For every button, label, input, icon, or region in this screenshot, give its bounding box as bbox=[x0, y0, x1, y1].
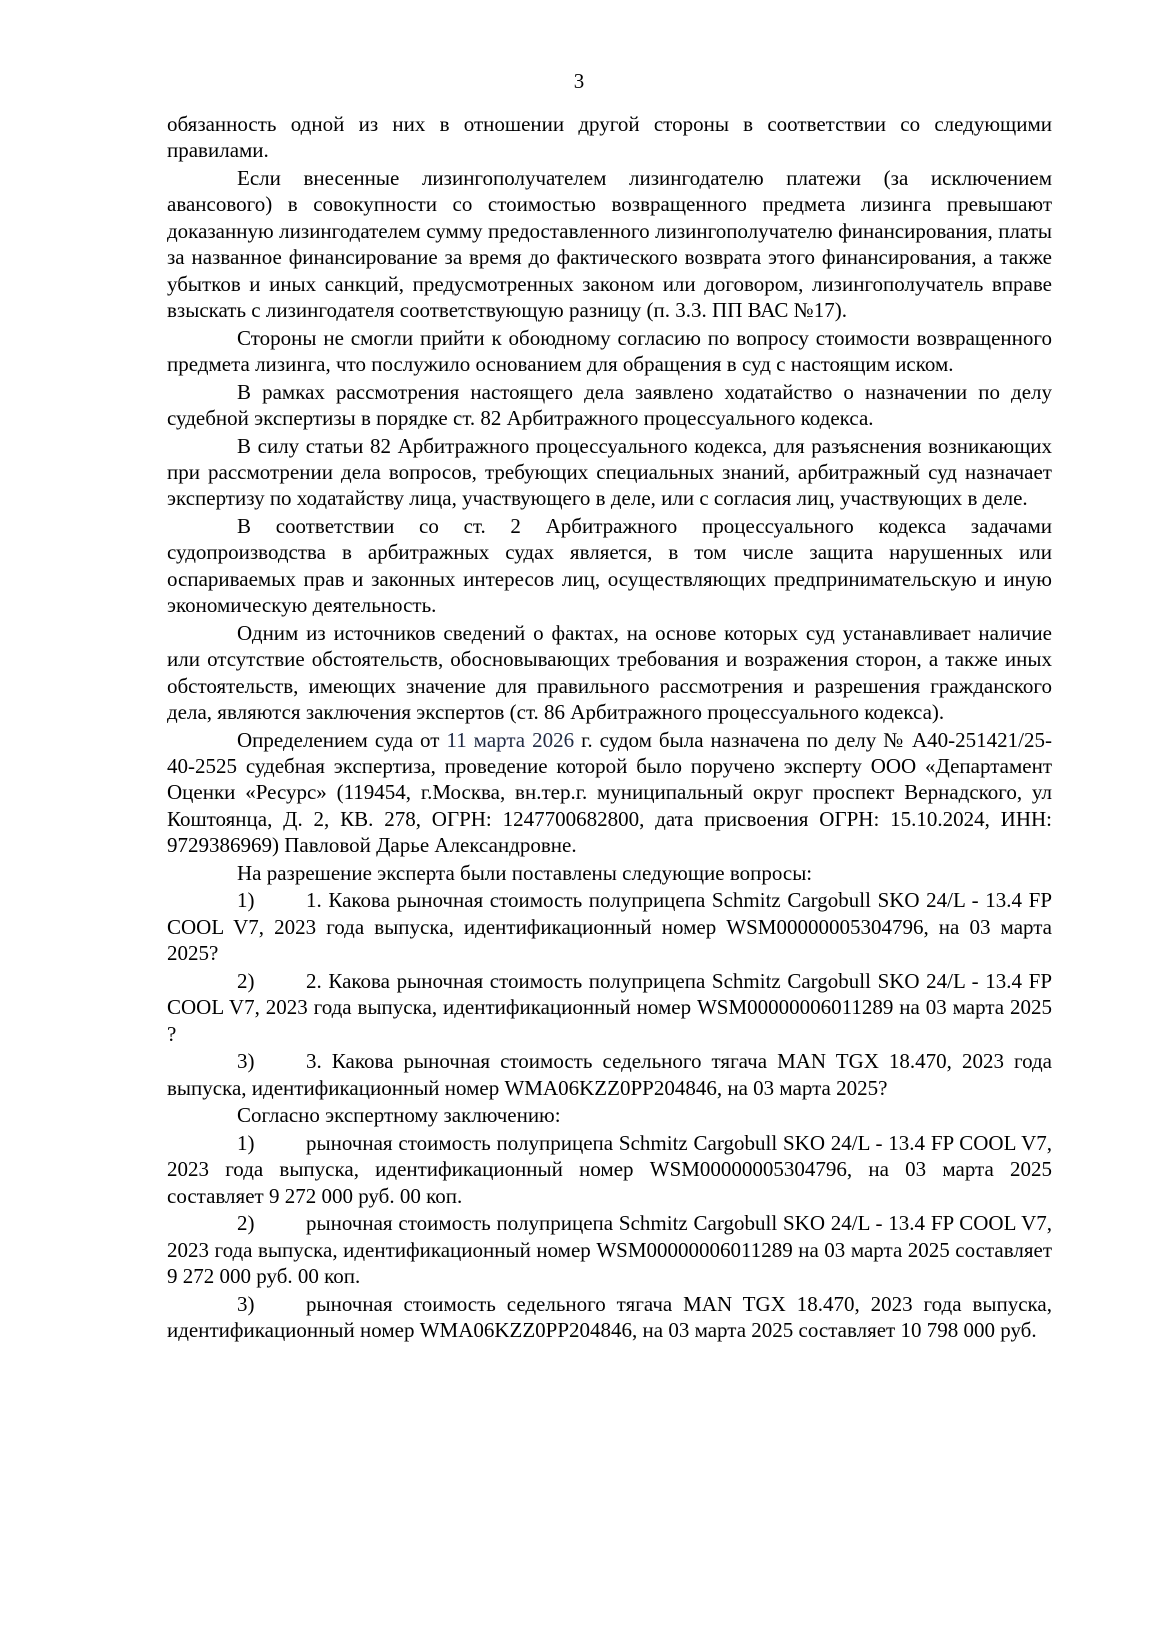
paragraph-leasing-payments: Если внесенные лизингополучателем лизингодателю платежи (за исключением авансового) в совокупности со стоимостью возвращенного предмета лизинга превышают доказанную лизингодателем сумму предоставленного лизингополучателю финансирования, платы за названное финансирование за время до фактического возврата этого финансирования, а также убытков и иных санкций, предусмотренных законом или договором, лизингополучатель вправе взыскать с лизингодателя соответствующую разницу (п. 3.3. ПП ВАС №17). bbox=[167, 166, 1052, 323]
paragraph-expertise-motion: В рамках рассмотрения настоящего дела заявлено ходатайство о назначении по делу судебной экспертизы в порядке ст. 82 Арбитражного процессуального кодекса. bbox=[167, 379, 1052, 431]
conclusion-item bbox=[167, 1291, 1052, 1344]
page-number: 3 bbox=[573, 69, 585, 93]
conclusion-text: рыночная стоимость полуприцепа Schmitz Cargobull SKO 24/L - 13.4 FP COOL V7, 2023 года выпуска, идентификационный номер WSM00000005304796, на 03 марта 2025 составляет 9 272 000 руб. 00 коп. bbox=[167, 1130, 1052, 1208]
question-number: 1) bbox=[237, 888, 255, 913]
question-text: 3. Какова рыночная стоимость седельного тягача MAN TGX 18.470, 2023 года выпуска, идентификационный номер WMA06KZZ0PP204846, на 03 марта 2025? bbox=[167, 1049, 1052, 1100]
paragraph-questions-intro: На разрешение эксперта были поставлены следующие вопросы: bbox=[237, 860, 813, 885]
question-text: 2. Какова рыночная стоимость полуприцепа Schmitz Cargobull SKO 24/L - 13.4 FP COOL V7, 2023 года выпуска, идентификационный номер WSM00000006011289 на 03 марта 2025 ? bbox=[167, 968, 1052, 1046]
conclusion-number: 1) bbox=[237, 1130, 255, 1155]
paragraph-conclusion-intro: Согласно экспертному заключению: bbox=[237, 1103, 561, 1128]
question-number: 3) bbox=[237, 1049, 255, 1074]
question-item bbox=[167, 968, 1052, 1047]
paragraph-article-2: В соответствии со ст. 2 Арбитражного процессуального кодекса задачами судопроизводства в арбитражных судах является, в том числе защита нарушенных или оспариваемых прав и законных интересов лиц, осуществляющих предпринимательскую и иную экономическую деятельность. bbox=[167, 514, 1052, 618]
paragraph-article-86: Одним из источников сведений о фактах, на основе которых суд устанавливает наличие или отсутствие обстоятельств, обосновывающих требования и возражения сторон, а также иных обстоятельств, имеющих значение для правильного рассмотрения и разрешения гражданского дела, являются заключения экспертов (ст. 86 Арбитражного процессуального кодекса). bbox=[167, 620, 1052, 725]
question-item bbox=[167, 887, 1052, 966]
paragraph-continuation: обязанность одной из них в отношении другой стороны в соответствии со следующими правилами. bbox=[167, 112, 1052, 163]
conclusion-text: рыночная стоимость полуприцепа Schmitz Cargobull SKO 24/L - 13.4 FP COOL V7, 2023 года выпуска, идентификационный номер WSM00000006011289 на 03 марта 2025 составляет 9 272 000 руб. 00 коп. bbox=[167, 1211, 1052, 1289]
paragraph-article-82: В силу статьи 82 Арбитражного процессуального кодекса, для разъяснения возникающих при рассмотрении дела вопросов, требующих специальных знаний, арбитражный суд назначает экспертизу по ходатайству лица, участвующего в деле, или с согласия лиц, участвующих в деле. bbox=[167, 433, 1052, 511]
paragraph-no-agreement: Стороны не смогли прийти к обоюдному согласию по вопросу стоимости возвращенного предмета лизинга, что послужило основанием для обращения в суд с настоящим иском. bbox=[167, 325, 1052, 377]
court-ruling-prefix: Определением суда от bbox=[237, 727, 447, 752]
conclusion-item bbox=[167, 1210, 1052, 1289]
conclusion-number: 3) bbox=[237, 1291, 255, 1316]
court-ruling-text: г. судом была назначена по делу № А40-251421/25-40-2525 судебная экспертиза, проведение которой было поручено эксперту ООО «Департамент Оценки «Ресурс» (119454, г.Москва, вн.тер.г. муниципальный округ проспект Вернадского, ул Коштоянца, Д. 2, КВ. 278, ОГРН: 1247700682800, дата присвоения ОГРН: 15.10.2024, ИНН: 9729386969) Павловой Дарье Александровне. bbox=[167, 727, 1053, 858]
conclusion-item bbox=[167, 1130, 1052, 1209]
document-body bbox=[167, 111, 1052, 1345]
question-text: 1. Какова рыночная стоимость полуприцепа Schmitz Cargobull SKO 24/L - 13.4 FP COOL V7, 2023 года выпуска, идентификационный номер WSM00000005304796, на 03 марта 2025? bbox=[167, 888, 1052, 966]
conclusion-number: 2) bbox=[237, 1211, 255, 1236]
question-item bbox=[167, 1048, 1052, 1101]
paragraph-court-ruling bbox=[167, 727, 1052, 859]
question-number: 2) bbox=[237, 968, 255, 993]
court-ruling-date: 11 марта 2026 bbox=[446, 727, 575, 752]
conclusion-text: рыночная стоимость седельного тягача MAN TGX 18.470, 2023 года выпуска, идентификационный номер WMA06KZZ0PP204846, на 03 марта 2025 составляет 10 798 000 руб. bbox=[167, 1291, 1052, 1343]
